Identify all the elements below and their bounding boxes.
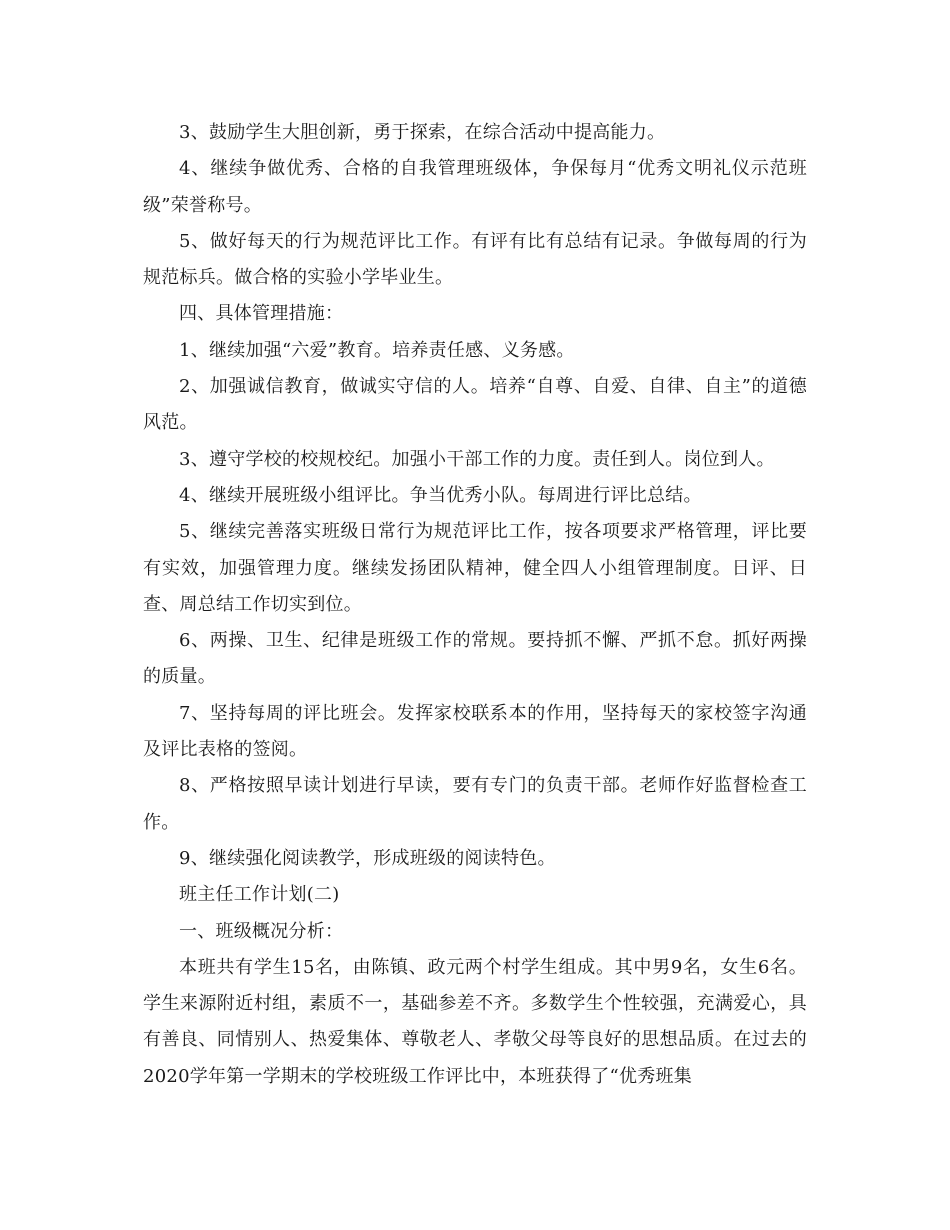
paragraph-class-overview: 本班共有学生15名，由陈镇、政元两个村学生组成。其中男9名，女生6名。学生来源附近村组，素质不一，基础参差不齐。多数学生个性较强，充满爱心，具有善良、同情别人、热爱集体、尊敬老人、孝敬父母等良好的思想品质。在过去的2020学年第一学期末的学校班级工作评比中，本班获得了“优秀班集 bbox=[143, 956, 807, 1087]
paragraph-daily-conduct-evaluation: 5、继续完善落实班级日常行为规范评比工作，按各项要求严格管理，评比要有实效，加强管理力度。继续发扬团队精神，健全四人小组管理制度。日评、日查、周总结工作切实到位。 bbox=[143, 521, 807, 615]
paragraph-reading-teaching: 9、继续强化阅读教学，形成班级的阅读特色。 bbox=[179, 847, 556, 869]
paragraph-group-competition: 4、继续开展班级小组评比。争当优秀小队。每周进行评比总结。 bbox=[179, 484, 702, 506]
paragraph-six-loves-education: 1、继续加强“六爱”教育。培养责任感、义务感。 bbox=[179, 339, 575, 361]
paragraph-morning-reading: 8、严格按照早读计划进行早读，要有专门的负责干部。老师作好监督检查工作。 bbox=[143, 775, 807, 833]
paragraph-weekly-class-meeting: 7、坚持每周的评比班会。发挥家校联系本的作用，坚持每天的家校签字沟通及评比表格的签阅。 bbox=[143, 702, 807, 761]
paragraph-daily-behavior-review: 5、做好每天的行为规范评比工作。有评有比有总结有记录。争做每周的行为规范标兵。做合格的实验小学毕业生。 bbox=[143, 230, 807, 289]
document-body bbox=[143, 115, 807, 1095]
paragraph-encourage-innovation: 3、鼓励学生大胆创新，勇于探索，在综合活动中提高能力。 bbox=[179, 122, 666, 143]
section-heading-management-measures: 四、具体管理措施： bbox=[179, 303, 344, 325]
section-heading-class-overview: 一、班级概况分析： bbox=[179, 920, 344, 942]
paragraph-exercise-hygiene-discipline: 6、两操、卫生、纪律是班级工作的常规。要持抓不懈、严抓不怠。抓好两操的质量。 bbox=[143, 630, 807, 688]
paragraph-integrity-education: 2、加强诚信教育，做诚实守信的人。培养“自尊、自爱、自律、自主”的道德风范。 bbox=[143, 376, 807, 434]
paragraph-school-rules: 3、遵守学校的校规校纪。加强小干部工作的力度。责任到人。岗位到人。 bbox=[179, 448, 775, 470]
paragraph-self-management-class: 4、继续争做优秀、合格的自我管理班级体，争保每月“优秀文明礼仪示范班级”荣誉称号。 bbox=[143, 158, 807, 216]
document-subtitle-plan-two: 班主任工作计划(二) bbox=[179, 884, 340, 906]
